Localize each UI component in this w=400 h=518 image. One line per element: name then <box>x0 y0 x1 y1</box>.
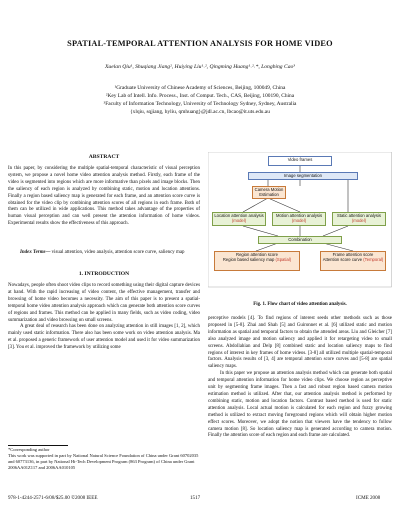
footnote <box>8 447 200 471</box>
motion-attention-box <box>272 212 326 226</box>
author-list: Xuelan Qiu¹, Shuqiang Jiang², Huiying Liu¹˒², Qingming Huang¹˒²˒*, Longbing Cao³ <box>105 64 295 70</box>
paper-title: SPATIAL-TEMPORAL ATTENTION ANALYSIS FOR HOME VIDEO <box>67 39 333 48</box>
intro-paragraph-2: A great deal of research has been done on analyzing attention in still images [1, 2], which mainly used static information. There also has been some work on video attention analysis. Ma et al. proposed a generic framework of user attention model and used it for video summarization [3]. You et al. improved the framework by utilizing some <box>8 324 200 351</box>
footnote-funding: This work was supported in part by National Natural Science Foundation of China under Grant 60702035 and 60773136, in part by National Hi-Tech Development Program (863 Program) of China under Grant 2006AA01Z117 and 2006AA010105 <box>8 452 199 470</box>
intro-paragraph-1: Nowadays, people often shoot video clips to record something using their digital capture devices at hand. With the rapid increasing of video content, the effective management, transfer and browsing of home video becomes a necessity. The aim of this paper is to present a spatial-temporal home video attention analysis approach which can generate both attention score curves of regions and frames. This method can be applied in many fields, such as video coding, video summarization and video browsing on small screens. <box>8 283 200 323</box>
static-model-tag: (model) <box>351 217 367 223</box>
abstract-body <box>8 166 200 228</box>
index-terms-text: visual attention, video analysis, attention score curve, saliency map <box>50 250 185 255</box>
location-attention-box <box>212 212 266 226</box>
frame-curve-label: Attention score curve (Temporal) <box>322 256 384 262</box>
flow-chart-figure <box>208 152 392 300</box>
footer-conference: ICME 2008 <box>356 495 381 501</box>
affiliation-2: ²Key Lab of Intell. Info. Process., Inst. of Comput. Tech., CAS, Beijing, 100190, China <box>105 93 295 99</box>
footer-page-number: 1517 <box>190 495 201 501</box>
image-segmentation-box: Image segmentation <box>248 172 358 180</box>
author-emails: {xlqiu, sqjiang, hyliu, qmhuang}@jdl.ac.cn, lbcao@it.uts.edu.au <box>130 109 270 115</box>
temporal-tag: (Temporal) <box>363 256 384 262</box>
frame-score-label: Frame attention score <box>332 252 374 257</box>
intro-heading: 1. INTRODUCTION <box>78 271 130 277</box>
affiliation-3: ³Faculty of Information Technology, University of Technology Sydney, Sydney, Australia <box>103 101 297 107</box>
camera-motion-box: Camera Motion Estimation <box>252 186 286 199</box>
video-frames-box: Video frames <box>268 156 332 166</box>
static-attention-label: Static attention analysis <box>337 213 381 218</box>
location-model-tag: (model) <box>231 217 247 223</box>
frame-output-box <box>320 251 386 271</box>
footer-copyright: 978-1-4244-2571-6/08/$25.00 ©2008 IEEE <box>8 495 98 501</box>
figure-caption <box>208 302 392 307</box>
index-terms-label: Index Terms— <box>20 250 51 255</box>
region-output-box <box>214 251 300 271</box>
abstract-text: In this paper, by considering the multiple spatial-temporal characteristic of visual perception system, we propose a novel home video attention analysis method. Firstly, each frame of the video is segmented into regions which are more informative than pixels and image blocks. Then the saliency of each region is analyzed by combining static, motion and location attentions. Finally a region based saliency map is generated for each frame, and an attention score curve is obtained for the video clip by combining attention scores of all regions in each frame. Both of them can be utilized in wide applications. This method takes advantage of the properties of human visual perception and can well present the attention information of home videos. Experimental results show the effectiveness of this approach. <box>8 166 200 227</box>
motion-attention-label: Motion attention analysis <box>275 213 323 218</box>
right-column-body <box>208 316 392 440</box>
index-terms <box>8 250 200 257</box>
location-attention-label: Location attention analysis <box>214 213 264 218</box>
abstract-heading: ABSTRACT <box>88 154 120 160</box>
footnote-rule <box>8 445 68 446</box>
right-paragraph-1: perceptive models [4]. To find regions of interest seeds other methods such as those proposed in [5-8]. Zhai and Shah [5] and Guironnet et al. [6] utilized static and motion information as spatial and temporal factors to obtain the attended areas. Liu and Gleicher [7] also analyzed image and motion saliency and applied it for retargeting video to small screens. Abdollahian and Delp [8] combined static and location saliency maps to find regions of interest in key frames of home videos. [3-8] all utilized multiple spatial-temporal factors. Analysis results of [3, 4] are temporal attention score curves and [5-8] are spatial saliency maps. <box>208 316 392 370</box>
footnote-corresponding: *Corresponding author <box>8 447 50 452</box>
right-paragraph-2: In this paper we propose an attention analysis method which can generate both spatial and temporal attention information for home video clips. We choose region as perceptive unit by segmenting frame images. Then a fast and robust region based camera motion estimation method is utilized. After that, our attention analysis method is performed by combining static, motion and location factors. Contrast based method is used for static attention analysis. Local actual motion is calculated for each region and fuzzy growing method is utilized to extract moving foreground regions which will obtain higher motion effect scores. Moreover, we adopt the notion that viewers have the tendency to follow camera motion [8]. So location saliency map is generated according to camera motion. Finally the attention score of each region and each frame are calculated. <box>208 371 392 439</box>
affiliation-1: ¹Graduate University of Chinese Academy of Sciences, Beijing, 100049, China <box>114 85 286 91</box>
spatial-tag: (Spatial) <box>275 256 292 262</box>
intro-body <box>8 283 200 352</box>
combination-box: Combination <box>258 236 342 244</box>
region-map-label: Region based saliency map (Spatial) <box>222 256 292 262</box>
figure-caption-text: Fig. 1. Flow chart of video attention analysis. <box>253 302 347 307</box>
motion-model-tag: (model) <box>291 217 307 223</box>
static-attention-box <box>332 212 386 226</box>
region-score-label: Region attention score <box>236 252 278 257</box>
